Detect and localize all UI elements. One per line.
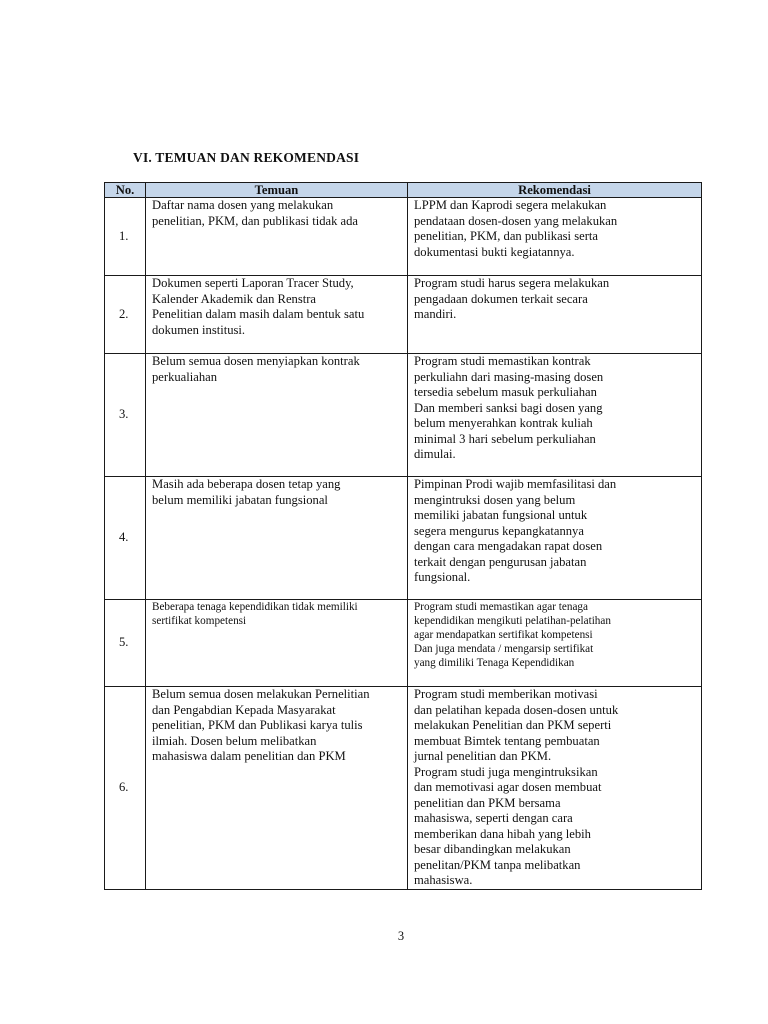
findings-table xyxy=(104,182,702,890)
temuan-cell: Belum semua dosen melakukan Pernelitian dan Pengabdian Kepada Masyarakat penelitian, PKM dan Publikasi karya tulis ilmiah. Dosen belum melibatkan mahasiswa dalam penelitian dan PKM xyxy=(146,687,408,890)
header-temuan: Temuan xyxy=(146,183,408,198)
temuan-cell: Masih ada beberapa dosen tetap yang belum memiliki jabatan fungsional xyxy=(146,477,408,600)
header-no: No. xyxy=(105,183,146,198)
row-number: 4. xyxy=(105,477,146,600)
table-row xyxy=(105,477,702,600)
temuan-cell: Dokumen seperti Laporan Tracer Study, Kalender Akademik dan Renstra Penelitian dalam masih dalam bentuk satu dokumen institusi. xyxy=(146,276,408,354)
table-header-row xyxy=(105,183,702,198)
temuan-cell: Daftar nama dosen yang melakukan penelitian, PKM, dan publikasi tidak ada xyxy=(146,198,408,276)
table-row xyxy=(105,198,702,276)
row-number: 2. xyxy=(105,276,146,354)
row-number: 6. xyxy=(105,687,146,890)
rekomendasi-cell: Pimpinan Prodi wajib memfasilitasi dan mengintruksi dosen yang belum memiliki jabatan fungsional untuk segera mengurus kepangkatannya dengan cara mengadakan rapat dosen terkait dengan pengurusan jabatan fungsional. xyxy=(408,477,702,600)
page-number: 3 xyxy=(397,929,405,943)
temuan-cell: Belum semua dosen menyiapkan kontrak perkualiahan xyxy=(146,354,408,477)
section-title: VI. TEMUAN DAN REKOMENDASI xyxy=(133,150,360,165)
row-number: 1. xyxy=(105,198,146,276)
table-row xyxy=(105,276,702,354)
rekomendasi-cell: LPPM dan Kaprodi segera melakukan pendataan dosen-dosen yang melakukan penelitian, PKM, dan publikasi serta dokumentasi bukti kegiatannya. xyxy=(408,198,702,276)
table-row xyxy=(105,687,702,890)
header-rekomendasi: Rekomendasi xyxy=(408,183,702,198)
row-number: 5. xyxy=(105,600,146,687)
row-number: 3. xyxy=(105,354,146,477)
temuan-cell: Beberapa tenaga kependidikan tidak memiliki sertifikat kompetensi xyxy=(146,600,408,687)
rekomendasi-cell: Program studi memastikan agar tenaga kependidikan mengikuti pelatihan-pelatihan agar mendapatkan sertifikat kompetensi Dan juga mendata / mengarsip sertifikat yang dimiliki Tenaga Kependidikan xyxy=(408,600,702,687)
rekomendasi-cell: Program studi harus segera melakukan pengadaan dokumen terkait secara mandiri. xyxy=(408,276,702,354)
table-row xyxy=(105,600,702,687)
rekomendasi-cell: Program studi memberikan motivasi dan pelatihan kepada dosen-dosen untuk melakukan Penelitian dan PKM seperti membuat Bimtek tentang pembuatan jurnal penelitian dan PKM. Program studi juga mengintruksikan dan memotivasi agar dosen membuat penelitian dan PKM bersama mahasiswa, seperti dengan cara memberikan dana hibah yang lebih besar dibandingkan melakukan penelitan/PKM tanpa melibatkan mahasiswa. xyxy=(408,687,702,890)
table-row xyxy=(105,354,702,477)
rekomendasi-cell: Program studi memastikan kontrak perkuliahn dari masing-masing dosen tersedia sebelum masuk perkuliahan Dan memberi sanksi bagi dosen yang belum menyerahkan kontrak kuliah minimal 3 hari sebelum perkuliahan dimulai. xyxy=(408,354,702,477)
